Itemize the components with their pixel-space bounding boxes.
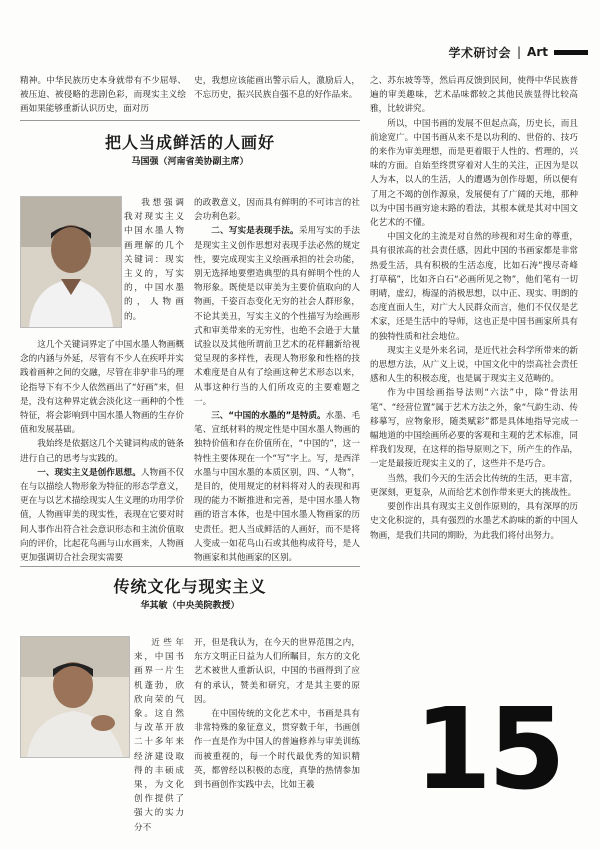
article1-intro: 我想强调我对现实主义中国水墨人物画理解的几个关键词：现实主义的，写实的，中国水墨的，人物画的。	[124, 198, 184, 322]
art-label: Art	[527, 45, 548, 59]
article2-intro: 近些年来，中国书画界一片生机蓬勃，欣欣向荣的气象。这自然与改革开放二十多年来经济建设取得的丰硕成果，为文化创作提供了强大的实力分不	[134, 638, 184, 833]
article2-middle-column: 开，但是我认为，在今天的世界范围之内，东方文明正日益为人们所瞩目，东方的文化艺术被世人重新认识，中国的书画得到了应有的承认，赞美和研究，才是其主要的原因。 在中国传统的文化艺术中，书画是具有非常特殊的象征意义，贯穿数千年，书画创作一直是作为中国人的普遍修养与审美训练而被重视的，每一个时代最优秀的知识精英，都曾经以积极的态度，真挚的热情参加到书画创作实践中去，比如王羲	[194, 638, 360, 791]
header-rule	[554, 50, 588, 55]
header-separator: |	[517, 45, 522, 59]
article1-portrait-photo	[20, 196, 122, 328]
divider-mid	[20, 566, 360, 567]
page-number: 15	[414, 685, 562, 815]
article2-title: 传统文化与现实主义	[113, 577, 267, 596]
divider-top	[20, 120, 360, 121]
article2-portrait-photo	[20, 636, 130, 758]
article1-left-column: 这几个关键词界定了中国水墨人物画概念的内涵与外延，尽管有不少人在疾呼并实践着画种之间的交融，尽管在非驴非马的理论指导下有不少人依然画出了“好画”来，但是，没有这种界定就会淡化这一画种的个性特征，将会影响到中国水墨人物画的生存价值和发展基础。 我始终是依据这几个关键词构成的链条进行自己的思考与实践的。 一、现实主义是创作思想。人物画不仅在与以描绘人物形象为特征的形态学意义，更在与以艺术描绘现实人生义理的功用学价值，人物画审美的现实性，表现在它要对时间人事作出符合社会意识形态和主流价值取向的评价，比起花鸟画与山水画来，人物画更加强调切合社会现实需要	[20, 340, 184, 564]
section-label: 学术研讨会	[448, 45, 511, 60]
article2-byline: 华其敏（中央美院教授）	[140, 601, 240, 611]
article1-byline: 马国强（河南省美协副主席）	[131, 157, 249, 167]
page-header	[404, 44, 588, 60]
top-col-1: 精神。中华民族历史本身就带有不少屈辱、被压迫、被侵略的悲剧色彩，而现实主义绘画如果能够重新认识历史，面对历	[20, 76, 186, 115]
article1-title: 把人当成鲜活的人画好	[104, 133, 275, 152]
article1-middle-column: 的政教意义，因而具有鲜明的不可讳言的社会功利色彩。 二、写实是表现手法。采用写实的手法是现实主义创作思想对表现手法必然的规定性，要完成现实主义绘画承担的社会功能，别无选择地要塑造典型的具有鲜明个性的人物形象。既使是以审美为主要价值取向的人物画，千姿百态变化无穷的社会人群形象，不论其美丑，写实主义的个性描写为绘画形式和审美带来的无穷性，也绝不会逊于大量试验以及其他所谓前卫艺术的花样翻新给视觉呈现的多样性，表现人物形象和性格的技术难度是自从有了绘画这种艺术形态以来，从事这种行当的人们所攻克的主要难题之一。 三、“中国的水墨的”是特质。水墨、毛笔、宣纸材料的规定性是中国水墨人物画的独特价值和存在价值所在，“中国的”，这一特性主要体现在一个“写”字上。写，是西洋水墨与中国水墨的本质区别，四、“人物”，是目的，使用规定的材料将对人的表现和再现的能力不断推进和完善，是中国水墨人物画的语言本体，也是中国水墨人物画家的历史责任。把人当成鲜活的人画好，而不是将人变成一如花鸟山石或其他构成符号，是人物画家和其他画家的区别。	[194, 198, 360, 564]
right-column: 之、苏东坡等等，然后再反馈到民间，使得中华民族普遍的审美趣味，艺术品味都较之其他民族显得比较高雅，比较讲究。 所以，中国书画的发展不但起点高，历史长，而且前途宽广。中国书画从来不是以功利的、世俗的、技巧的来作为审美理想，而是更着眼于人性的、哲理的，兴味的方面。自始至终贯穿着对人生的关注，正因为是以人为本，以人的生活，人的遭遇为创作母题，所以便有了用之不竭的创作源泉，发展便有了广阔的天地，那种以为中国书画穷途末路的看法，其根本就是其对中国文化艺术的不懂。 中国文化的主流是对自然的珍视和对生命的尊重，具有很浓高的社会责任感，因此中国的书画家都是非常热爱生活，具有积极的生活态度，比如石涛“搜尽奇峰打草稿”，比如齐白石“必画所见之物”，他们笔有一切明晴，虚幻，梅湿的消极思想，以中正、现实、明朗的态度直面人生，对广大人民群众而言，他们不仅仅是艺术家，还是生活中的导师，这也正是中国书画家所具有的独特性质和社会地位。 现实主义是外来名词，是近代社会科学所带来的新的思想方法，从广义上说，中国文化中的崇高社会责任感和人生的积极态度，也是属于现实主义范畴的。 作为中国绘画指导法则“六法”中，除“骨法用笔”、“经营位置”属于艺术方法之外，象“气韵生动、传移摹写，应物象形，随类赋彩”都是具体地指导完成一幅地道的中国绘画所必要的客观和主观的艺术标准，同样我们发现，在这样的指导原则之下，所产生的作品，一定是最接近现实主义的了，这些并不是巧合。 当然，我们今天的生活会比传统的生活，更丰富，更深刻，更复杂，从而给艺术创作带来更大的挑战性。 要创作出具有现实主义创作原则的，具有深厚的历史文化积淀的，具有强烈的水墨艺术韵味的新的中国人物画，是我们共同的期盼，为此我们将付出努力。	[370, 76, 578, 541]
top-col-2: 史，我想应该能画出警示后人，激励后人，不忘历史，振兴民族自强不息的好作品来。	[194, 76, 360, 101]
